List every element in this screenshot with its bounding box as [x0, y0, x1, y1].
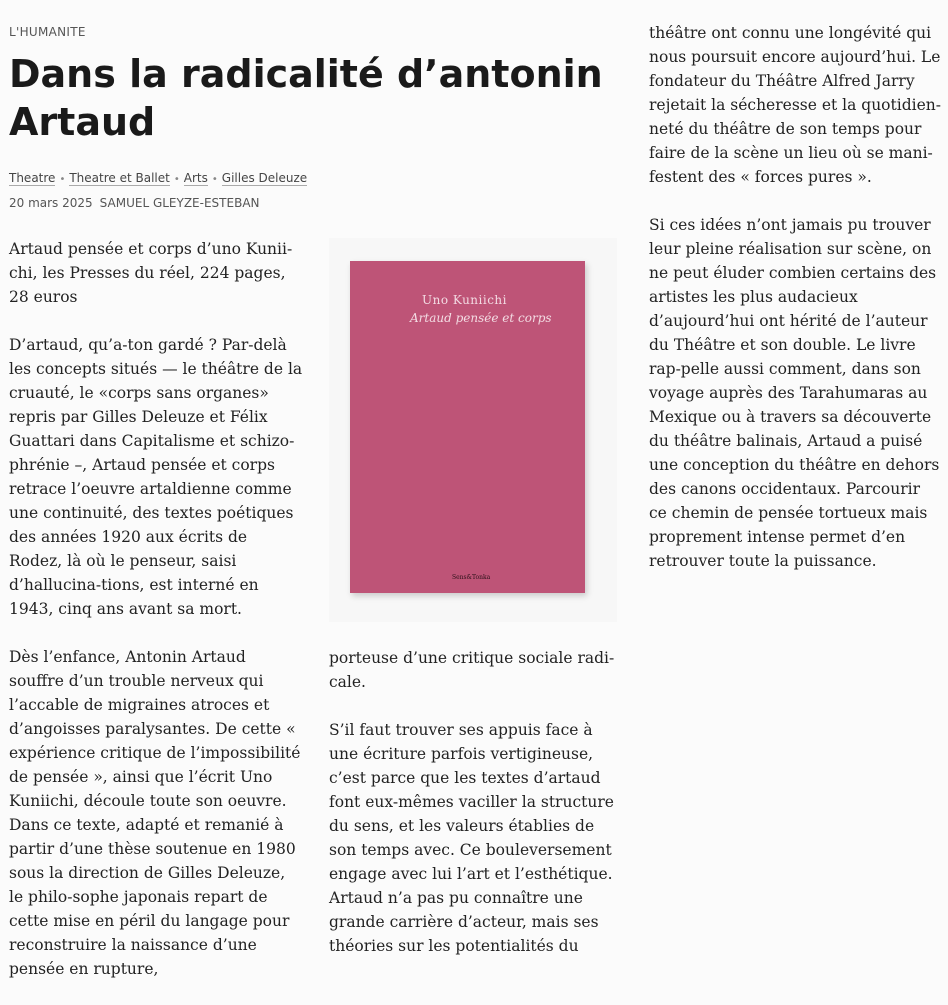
article-column-2	[329, 646, 619, 982]
book-cover-image	[329, 238, 617, 622]
tag-arts[interactable]: Arts	[183, 171, 208, 185]
article-column-1	[9, 237, 304, 1005]
paragraph: Artaud pensée et corps d’uno Kunii-chi, les Presses du réel, 224 pages, 28 euros	[9, 240, 293, 306]
book-cover-title: Artaud pensée et corps	[410, 311, 552, 325]
book-cover-publisher: Sens&Tonka	[452, 574, 491, 581]
paragraph: S’il faut trouver ses appuis face à une écriture parfois vertigineuse, c’est parce que les textes d’artaud font eux-mêmes vaciller la structure du sens, et les valeurs établies de son temps avec. Ce bouleversement engage avec lui l’art et l’esthétique. Artaud n’a pas pu connaître une grande carrière d’acteur, mais ses théories sur les potentialités du	[329, 721, 614, 955]
tag-theatre[interactable]: Theatre	[9, 171, 56, 185]
tag-separator: •	[211, 174, 218, 185]
book-cover-author: Uno Kuniichi	[422, 293, 508, 307]
paragraph: porteuse d’une critique sociale radi-cale.	[329, 649, 615, 691]
paragraph: D’artaud, qu’a-ton gardé ? Par-delà les concepts situés — le théâtre de la cruauté, le «corps sans organes» repris par Gilles Deleuze et Félix Guattari dans Capitalisme et schizo-phrénie –, Artaud pensée et corps retrace l’oeuvre artaldienne comme une continuité, des textes poétiques des années 1920 aux écrits de Rodez, là où le penseur, saisi d’hallucina-tions, est interné en 1943, cinq ans avant sa mort.	[9, 336, 303, 618]
tag-separator: •	[59, 174, 66, 185]
paragraph: Si ces idées n’ont jamais pu trouver leur pleine réalisation sur scène, on ne peut éluder combien certains des artistes les plus audacieux d’aujourd’hui ont hérité de l’auteur du Théâtre et son double. Le livre rap-pelle aussi comment, dans son voyage auprès des Tarahumaras au Mexique ou à travers sa découverte du théâtre balinais, Artaud a puisé une conception du théâtre en dehors des canons occidentaux. Parcourir ce chemin de pensée tortueux mais proprement intense permet d’en retrouver toute la puissance.	[649, 216, 940, 570]
book-cover	[350, 261, 585, 593]
article-column-3	[649, 21, 941, 597]
tag-theatre-et-ballet[interactable]: Theatre et Ballet	[69, 171, 170, 185]
paragraph: théâtre ont connu une longévité qui nous poursuit encore aujourd’hui. Le fondateur du Théâtre Alfred Jarry rejetait la sécheresse et la quotidien-neté du théâtre de son temps pour faire de la scène un lieu où se mani-festent des « forces pures ».	[649, 24, 941, 186]
tag-list	[9, 171, 307, 185]
source-label: L'HUMANITE	[9, 25, 86, 39]
author-name: SAMUEL GLEYZE-ESTEBAN	[99, 196, 260, 210]
tag-gilles-deleuze[interactable]: Gilles Deleuze	[221, 171, 308, 185]
publish-date: 20 mars 2025	[9, 196, 93, 210]
paragraph: Dès l’enfance, Antonin Artaud souffre d’un trouble nerveux qui l’accable de migraines atroces et d’angoisses paralysantes. De cette « expérience critique de l’impossibilité de pensée », ainsi que l’écrit Uno Kuniichi, découle toute son oeuvre. Dans ce texte, adapté et remanié à partir d’une thèse soutenue en 1980 sous la direction de Gilles Deleuze, le philo-sophe japonais repart de cette mise en péril du langage pour reconstruire la naissance d’une pensée en rupture,	[9, 648, 301, 978]
tag-separator: •	[173, 174, 180, 185]
article-meta	[9, 196, 260, 210]
article-title: Dans la radicalité d’antonin Artaud	[9, 52, 603, 144]
